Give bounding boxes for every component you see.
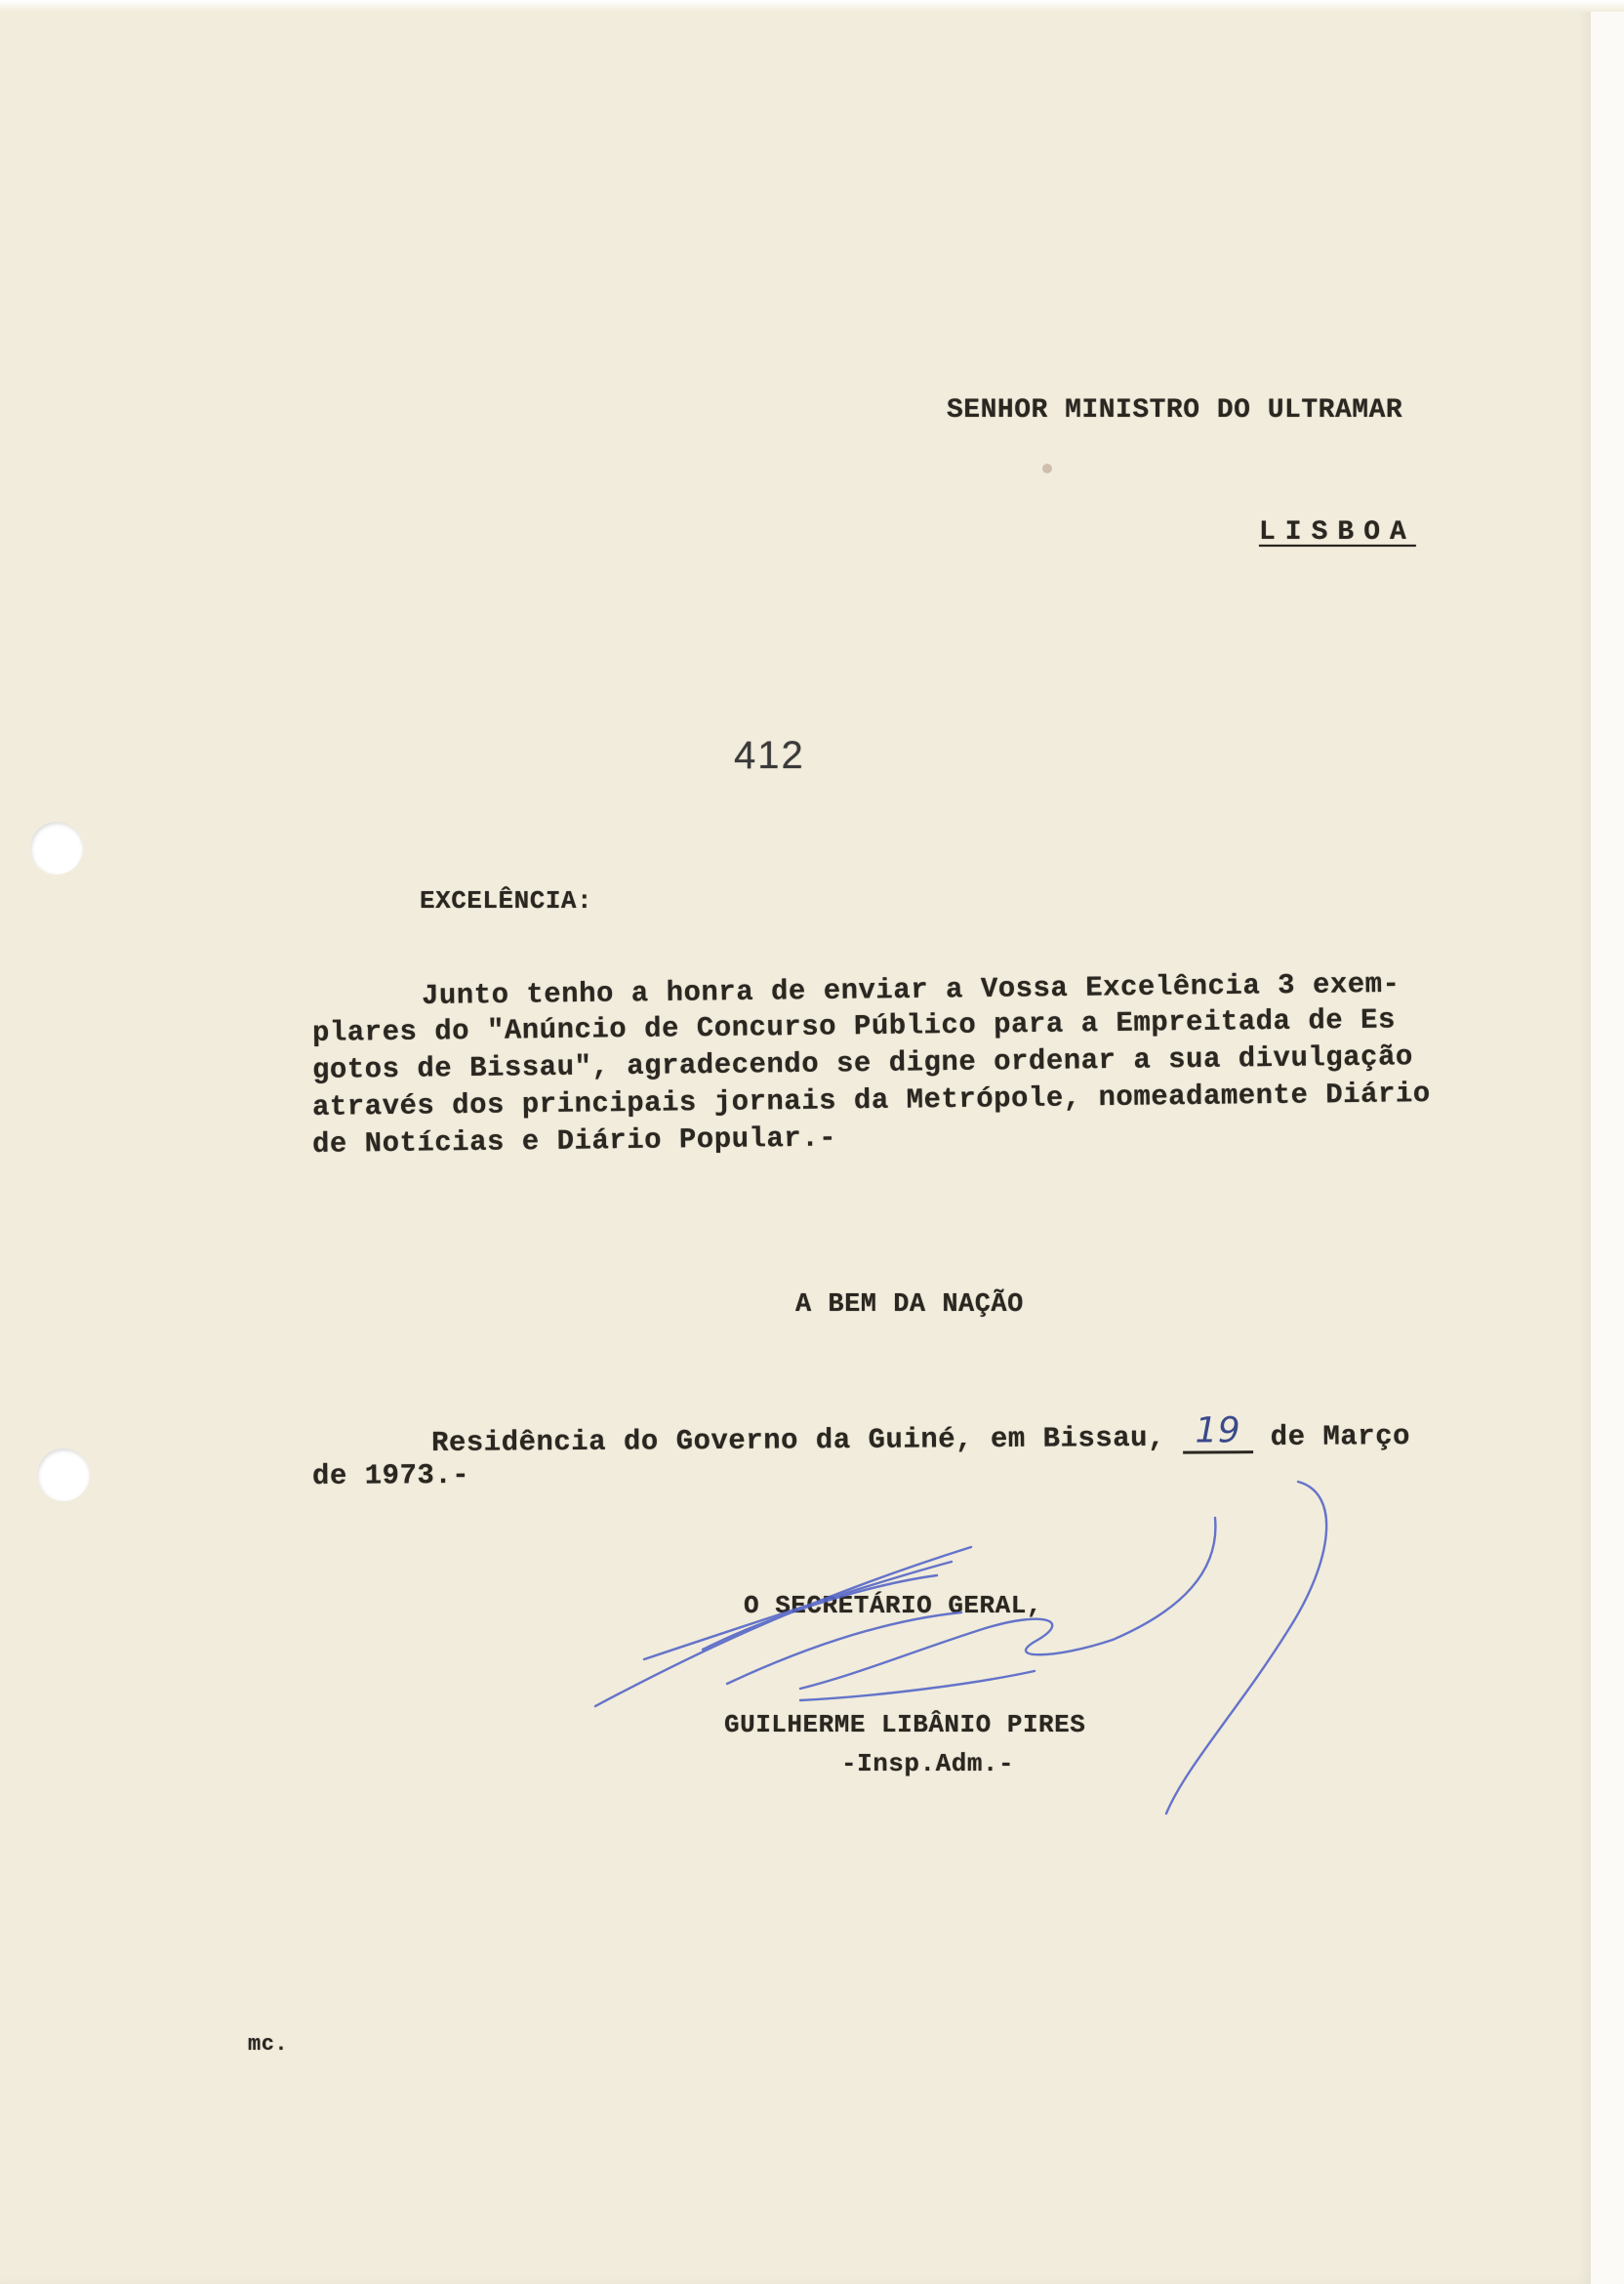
body-line-3: gotos de Bissau", agradecendo se digne ordenar a sua divulgação — [311, 1040, 1414, 1086]
paper-stain — [1042, 464, 1052, 473]
signer-title: O SECRETÁRIO GERAL, — [744, 1591, 1042, 1620]
place-date-line — [431, 1412, 1410, 1459]
punch-hole-top — [30, 822, 83, 875]
signer-role: -Insp.Adm.- — [841, 1749, 1015, 1778]
body-line-4: através dos principais jornais da Metrópole, nomeadamente Diário — [311, 1078, 1431, 1123]
typist-initials: mc. — [248, 2032, 289, 2057]
page-top-edge — [0, 0, 1624, 12]
year-line: de 1973.- — [311, 1458, 470, 1492]
salutation: EXCELÊNCIA: — [420, 886, 593, 916]
closing-formula: A BEM DA NAÇÃO — [795, 1290, 1024, 1320]
signer-name: GUILHERME LIBÂNIO PIRES — [724, 1710, 1086, 1739]
addressee-line: SENHOR MINISTRO DO ULTRAMAR — [947, 395, 1403, 426]
city-line: LISBOA — [1259, 517, 1416, 548]
page-edge — [1591, 0, 1624, 2284]
document-number-stamp: 412 — [734, 734, 805, 777]
body-line-1: Junto tenho a honra de enviar a Vossa Excelência 3 exem- — [421, 967, 1401, 1012]
handwritten-day: 19 — [1195, 1410, 1241, 1451]
place-prefix: Residência do Governo da Guiné, em Bissau, — [430, 1421, 1166, 1459]
punch-hole-bottom — [37, 1448, 90, 1501]
body-line-5: de Notícias e Diário Popular.- — [311, 1122, 837, 1161]
month-text: de Março — [1270, 1419, 1411, 1453]
day-blank — [1183, 1410, 1253, 1454]
body-line-2: plares do "Anúncio de Concurso Público para a Empreitada de Es — [311, 1003, 1397, 1049]
